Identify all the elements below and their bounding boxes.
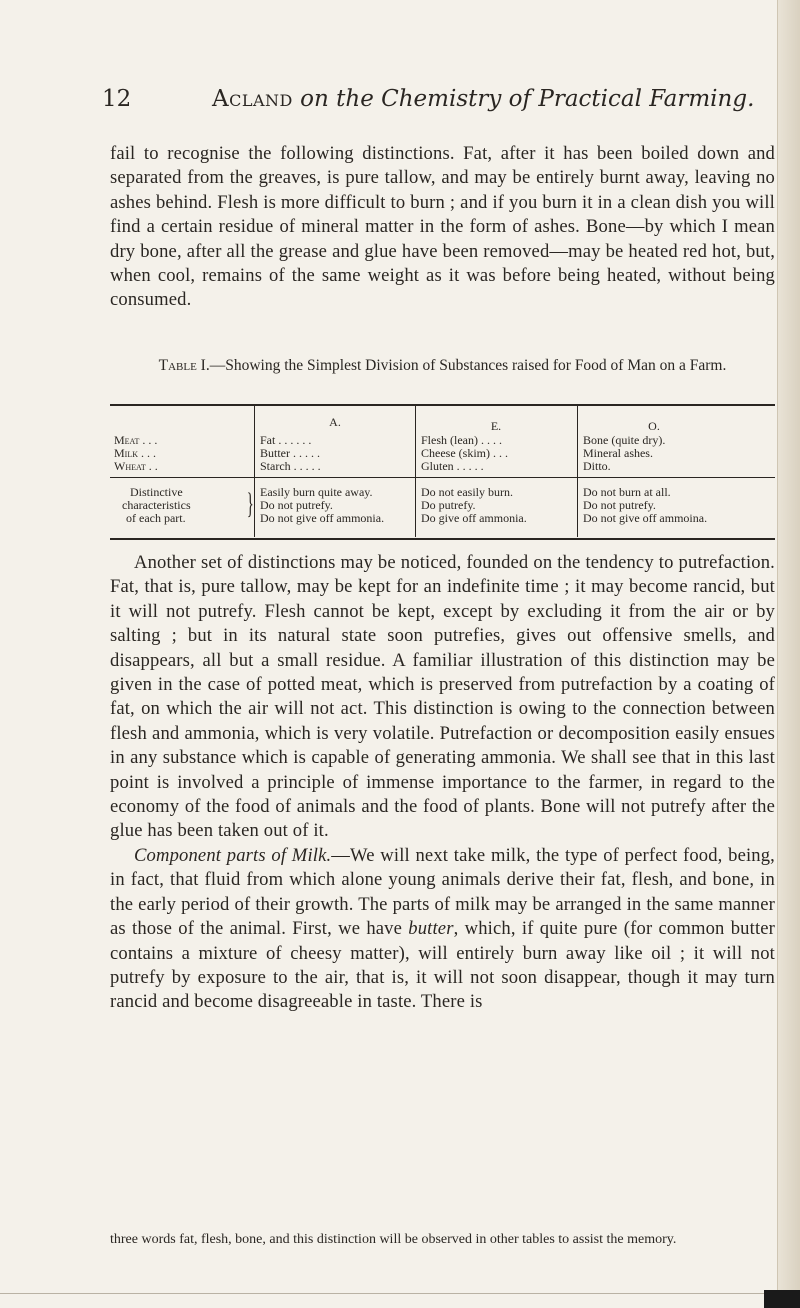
distinct-a-3: Do not give off ammonia. [260,511,385,525]
col-head-o: O. [648,419,660,433]
cell-a-starch: Starch . . . . . [260,459,321,473]
running-on-the: on the [292,86,382,112]
running-header [72,78,772,118]
table-rule-bottom [110,538,775,540]
page-edge [777,0,800,1308]
table-rule-mid [110,477,775,478]
page-number: 12 [102,86,132,112]
row-label-wheat: Wheat . . [114,459,158,473]
cell-a-butter: Butter . . . . . [260,446,320,460]
col-head-e: E. [490,419,502,433]
paragraph-2 [110,551,775,1015]
row-label-milk: Milk . . . [114,446,156,460]
table-divider-1 [254,405,255,537]
paragraph-1: fail to recognise the following distinctions. Fat, after it has been boiled down and separated from the greaves, is pure tallow, and may be entirely burnt away, leaving no ashes behind. Flesh is more difficult to burn ; and if you burn it in a clean dish you will find a certain residue of mineral matter in the form of ashes. Bone—by which I mean dry bone, after all the grease and glue have been removed—may be heated red hot, but, when cool, remains of the same weight as it was before being heated, without being consumed. [110,143,775,311]
distinct-o-1: Do not burn at all. [583,485,671,499]
distinct-o-3: Do not give off ammoina. [583,511,708,525]
paragraph-3-text-b: , which, if quite pure (for common butter contains a mixture of cheesy matter), will entirely burn away like oil ; it will not putrefy by exposure to the air, that is, it will not soon disappear, though it may turn rancid and become disagreeable in taste. There is [110,918,775,1013]
distinct-e-1: Do not easily burn. [421,485,513,499]
distinct-label-3: of each part. [126,511,186,525]
distinct-a-1: Easily burn quite away. [260,485,373,499]
table-caption-text: —Showing the Simplest Division of Substances raised for Food of Man on a Farm. [209,357,727,374]
paragraph-3-text-a: —We will next take milk, the type of perfect food, being, in fact, that fluid from which alone young animals derive their fat, flesh, and bone, in the early period of their growth. The parts of milk may be arranged in the same manner as those of the animal. First, we have [110,844,775,940]
table-caption-label: Table I. [158,357,210,374]
section-heading-milk: Component parts of Milk. [134,844,332,866]
cell-e-cheese: Cheese (skim) . . . [421,446,508,460]
paragraph-3-butter: butter [408,918,454,940]
scan-mark [764,1290,800,1308]
table-divider-2 [415,405,416,537]
running-author: Acland [212,86,293,112]
table-divider-3 [577,405,578,537]
distinct-a-2: Do not putrefy. [260,498,333,512]
cell-o-bone: Bone (quite dry). [583,433,666,447]
cell-e-gluten: Gluten . . . . . [421,459,484,473]
cell-o-ditto: Ditto. [583,459,611,473]
distinct-e-3: Do give off ammonia. [421,511,527,525]
table-caption [110,356,775,376]
table-rule-top [110,404,775,406]
distinct-label-1: Distinctive [130,485,183,499]
cell-a-fat: Fat . . . . . . [260,433,312,447]
distinct-label-2: characteristics [122,498,191,512]
cell-e-flesh: Flesh (lean) . . . . [421,433,502,447]
distinct-o-2: Do not putrefy. [583,498,656,512]
distinct-e-2: Do putrefy. [421,498,476,512]
running-title [212,86,754,112]
paragraph-2-text: Another set of distinctions may be noticed, founded on the tendency to putrefaction. Fat, that is, pure tallow, may be kept for an indefinite time ; it may become rancid, but it will not putrefy. Flesh cannot be kept, except by excluding it from the air or by salting ; but in its natural state soon putrefies, gives out offensive smells, and disappears, all but a small residue. A familiar illustration of this distinction may be given in the case of potted meat, which is preserved from putrefaction by a coating of fat, on which the air will not act. This distinction is owing to the connection between flesh and ammonia, which is very volatile. Putrefaction or decomposition easily ensues in any substance which is capable of generating ammonia. We shall see that in this last point is involved a principle of immense importance to the farmer, in regard to the economy of the food of animals and the food of plants. Bone will not putrefy after the glue has been taken out of it. [110,552,775,842]
bottom-rule [0,1293,770,1294]
cell-o-mineral: Mineral ashes. [583,446,653,460]
row-label-meat: Meat . . . [114,433,158,447]
col-head-a: A. [329,415,341,429]
brace-icon: } [246,487,254,520]
footnote: three words fat, flesh, bone, and this distinction will be observed in other tables to assist the memory. [110,1232,677,1247]
running-book-title: Chemistry of Practical Farming. [381,86,755,112]
